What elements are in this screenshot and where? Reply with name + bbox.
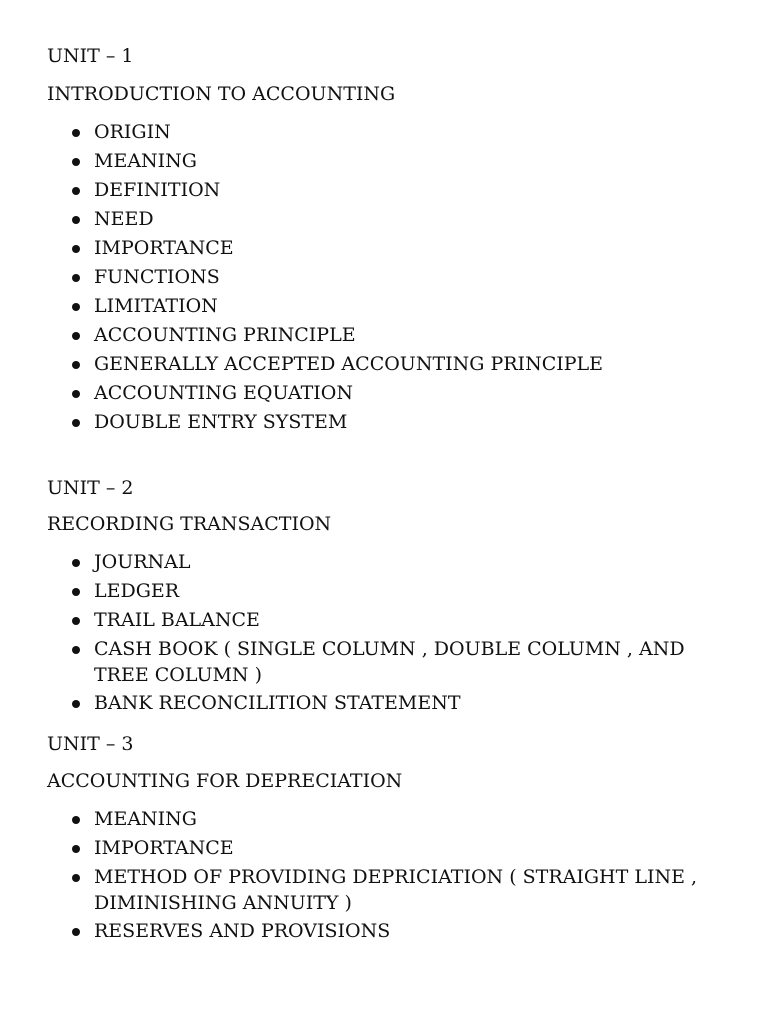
bullet-icon [72, 700, 80, 708]
list-item: ACCOUNTING EQUATION [47, 380, 737, 407]
bullet-icon [72, 928, 80, 936]
list-item: JOURNAL [47, 549, 737, 576]
list-item: MEANING [47, 148, 737, 175]
bullet-icon [72, 617, 80, 625]
list-item: MEANING [47, 806, 737, 833]
bullet-icon [72, 187, 80, 195]
unit-2-title: RECORDING TRANSACTION [47, 513, 332, 535]
bullet-icon [72, 245, 80, 253]
bullet-icon [72, 845, 80, 853]
bullet-icon [72, 274, 80, 282]
bullet-icon [72, 216, 80, 224]
unit-3-title: ACCOUNTING FOR DEPRECIATION [47, 770, 403, 792]
list-item: IMPORTANCE [47, 835, 737, 862]
bullet-icon [72, 588, 80, 596]
list-item: ACCOUNTING PRINCIPLE [47, 322, 737, 349]
list-item: NEED [47, 206, 737, 233]
list-item: TRAIL BALANCE [47, 607, 737, 634]
bullet-icon [72, 390, 80, 398]
list-item: CASH BOOK ( SINGLE COLUMN , DOUBLE COLUMN , AND TREE COLUMN ) [47, 636, 737, 688]
bullet-icon [72, 332, 80, 340]
unit-3-topic-list [47, 806, 737, 947]
unit-2-label: UNIT – 2 [47, 477, 134, 499]
bullet-icon [72, 158, 80, 166]
unit-1-topic-list [47, 119, 737, 438]
list-item: LEDGER [47, 578, 737, 605]
list-item: DEFINITION [47, 177, 737, 204]
list-item: BANK RECONCILITION STATEMENT [47, 690, 737, 717]
list-item: LIMITATION [47, 293, 737, 320]
bullet-icon [72, 874, 80, 882]
list-item: DOUBLE ENTRY SYSTEM [47, 409, 737, 436]
bullet-icon [72, 816, 80, 824]
bullet-icon [72, 646, 80, 654]
unit-3-label: UNIT – 3 [47, 733, 134, 755]
bullet-icon [72, 361, 80, 369]
bullet-icon [72, 559, 80, 567]
list-item: IMPORTANCE [47, 235, 737, 262]
list-item: GENERALLY ACCEPTED ACCOUNTING PRINCIPLE [47, 351, 737, 378]
unit-1-label: UNIT – 1 [47, 45, 134, 67]
unit-1-title: INTRODUCTION TO ACCOUNTING [47, 83, 396, 105]
list-item: METHOD OF PROVIDING DEPRICIATION ( STRAIGHT LINE , DIMINISHING ANNUITY ) [47, 864, 737, 916]
unit-2-topic-list [47, 549, 737, 719]
list-item: FUNCTIONS [47, 264, 737, 291]
list-item: RESERVES AND PROVISIONS [47, 918, 737, 945]
bullet-icon [72, 129, 80, 137]
bullet-icon [72, 303, 80, 311]
list-item: ORIGIN [47, 119, 737, 146]
bullet-icon [72, 419, 80, 427]
